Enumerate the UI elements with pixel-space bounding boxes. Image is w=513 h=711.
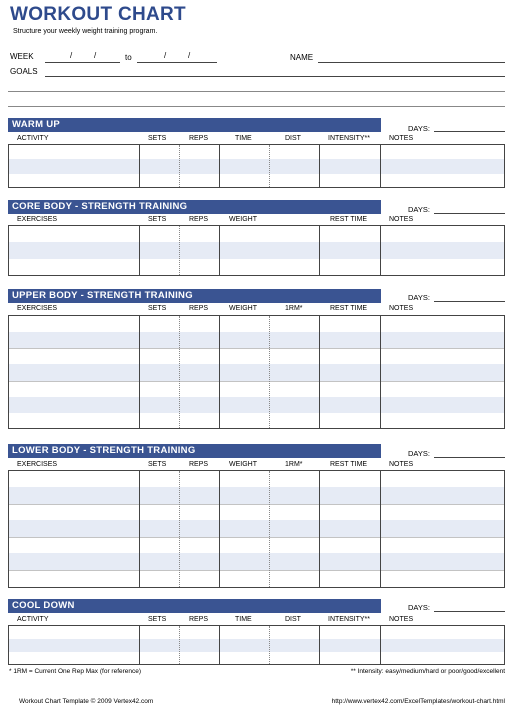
- table-row[interactable]: [9, 174, 504, 188]
- col-divider: [179, 316, 180, 428]
- col-divider: [179, 226, 180, 275]
- col-header: ACTIVITY: [17, 616, 49, 623]
- col-header: EXERCISES: [17, 216, 58, 223]
- table-row[interactable]: [9, 316, 504, 332]
- lower-days-label: DAYS:: [408, 449, 430, 458]
- col-divider: [319, 226, 320, 275]
- date-sep-3: /: [164, 51, 167, 60]
- upper-section-title: UPPER BODY - STRENGTH TRAINING: [8, 289, 381, 303]
- table-row[interactable]: [9, 553, 504, 570]
- col-header: SETS: [148, 616, 167, 623]
- cooldown-table: [8, 625, 505, 665]
- footnote-intensity: ** Intensity: easy/medium/hard or poor/good/excellent: [350, 668, 505, 675]
- col-divider: [319, 471, 320, 587]
- page-title: WORKOUT CHART: [10, 4, 186, 25]
- core-table: [8, 225, 505, 276]
- goals-field-line-1[interactable]: [45, 76, 505, 77]
- upper-table: [8, 315, 505, 429]
- week-label: WEEK: [10, 52, 34, 61]
- footnote-1rm: * 1RM = Current One Rep Max (for reference): [9, 668, 142, 675]
- cooldown-days-label: DAYS:: [408, 603, 430, 612]
- col-divider: [380, 626, 381, 664]
- col-header: SETS: [148, 135, 167, 142]
- col-divider: [319, 316, 320, 428]
- lower-header-row: [8, 460, 505, 470]
- warmup-days-field[interactable]: [434, 131, 505, 132]
- col-header: WEIGHT: [229, 461, 257, 468]
- col-header: REPS: [189, 305, 209, 312]
- table-row[interactable]: [9, 397, 504, 413]
- col-header: REPS: [189, 461, 209, 468]
- col-header: NOTES: [389, 461, 414, 468]
- col-header: DIST: [285, 616, 301, 623]
- col-divider: [139, 226, 140, 275]
- core-header-row: [8, 215, 505, 225]
- col-divider: [179, 145, 180, 187]
- goals-label: GOALS: [10, 67, 38, 76]
- col-divider: [219, 145, 220, 187]
- footer-url[interactable]: http://www.vertex42.com/ExcelTemplates/workout-chart.html: [331, 698, 505, 705]
- col-header: SETS: [148, 305, 167, 312]
- col-divider: [380, 316, 381, 428]
- name-label: NAME: [290, 53, 314, 62]
- upper-days-label: DAYS:: [408, 293, 430, 302]
- table-row[interactable]: [9, 487, 504, 504]
- col-divider: [219, 626, 220, 664]
- table-row[interactable]: [9, 364, 504, 381]
- table-row[interactable]: [9, 159, 504, 174]
- col-divider: [380, 471, 381, 587]
- table-row[interactable]: [9, 381, 504, 398]
- footer-copyright: Workout Chart Template © 2009 Vertex42.com: [19, 698, 154, 705]
- table-row[interactable]: [9, 639, 504, 652]
- table-row[interactable]: [9, 259, 504, 276]
- col-header: REPS: [189, 135, 209, 142]
- warmup-section-title: WARM UP: [8, 118, 381, 132]
- date-sep-4: /: [188, 51, 191, 60]
- col-divider: [179, 471, 180, 587]
- col-header: TIME: [235, 616, 252, 623]
- col-header: NOTES: [389, 216, 414, 223]
- table-row[interactable]: [9, 226, 504, 242]
- warmup-table: [8, 144, 505, 188]
- col-header: TIME: [235, 135, 252, 142]
- cooldown-section-title: COOL DOWN: [8, 599, 381, 613]
- to-label: to: [125, 53, 132, 62]
- col-divider: [179, 626, 180, 664]
- date-sep-2: /: [94, 51, 97, 60]
- col-divider: [269, 471, 270, 587]
- upper-header-row: [8, 304, 505, 314]
- col-header: NOTES: [389, 305, 414, 312]
- col-divider: [139, 471, 140, 587]
- name-field[interactable]: [318, 62, 505, 63]
- col-divider: [269, 316, 270, 428]
- table-row[interactable]: [9, 332, 504, 348]
- col-divider: [380, 226, 381, 275]
- col-header: ACTIVITY: [17, 135, 49, 142]
- col-divider: [139, 626, 140, 664]
- col-divider: [319, 145, 320, 187]
- col-header: WEIGHT: [229, 216, 257, 223]
- week-start-field[interactable]: [45, 62, 120, 63]
- table-row[interactable]: [9, 520, 504, 537]
- table-row[interactable]: [9, 504, 504, 521]
- table-row[interactable]: [9, 471, 504, 487]
- table-row[interactable]: [9, 570, 504, 588]
- page-subtitle: Structure your weekly weight training program.: [13, 28, 158, 35]
- core-days-label: DAYS:: [408, 205, 430, 214]
- col-header: SETS: [148, 461, 167, 468]
- col-header: 1RM*: [285, 461, 303, 468]
- lower-days-field[interactable]: [434, 457, 505, 458]
- col-header: REPS: [189, 616, 209, 623]
- col-divider: [219, 316, 220, 428]
- goals-field-line-2[interactable]: [8, 91, 505, 92]
- col-header: WEIGHT: [229, 305, 257, 312]
- cooldown-days-field[interactable]: [434, 611, 505, 612]
- table-row[interactable]: [9, 348, 504, 365]
- col-header: REST TIME: [330, 216, 368, 223]
- week-end-field[interactable]: [137, 62, 217, 63]
- date-sep-1: /: [70, 51, 73, 60]
- col-header: EXERCISES: [17, 461, 58, 468]
- col-header: EXERCISES: [17, 305, 58, 312]
- col-divider: [219, 226, 220, 275]
- goals-field-line-3[interactable]: [8, 106, 505, 107]
- col-divider: [269, 626, 270, 664]
- table-row[interactable]: [9, 626, 504, 639]
- col-divider: [380, 145, 381, 187]
- core-section-title: CORE BODY - STRENGTH TRAINING: [8, 200, 381, 214]
- col-header: SETS: [148, 216, 167, 223]
- table-row[interactable]: [9, 537, 504, 554]
- col-header: INTENSITY**: [328, 135, 371, 142]
- col-header: REST TIME: [330, 305, 368, 312]
- upper-days-field[interactable]: [434, 301, 505, 302]
- col-header: REST TIME: [330, 461, 368, 468]
- col-header: DIST: [285, 135, 301, 142]
- col-header: REPS: [189, 216, 209, 223]
- warmup-header-row: [8, 134, 505, 144]
- cooldown-header-row: [8, 615, 505, 625]
- col-header: INTENSITY**: [328, 616, 371, 623]
- warmup-days-label: DAYS:: [408, 124, 430, 133]
- col-header: NOTES: [389, 135, 414, 142]
- core-days-field[interactable]: [434, 213, 505, 214]
- col-divider: [319, 626, 320, 664]
- table-row[interactable]: [9, 652, 504, 665]
- lower-section-title: LOWER BODY - STRENGTH TRAINING: [8, 444, 381, 458]
- col-divider: [139, 316, 140, 428]
- col-header: NOTES: [389, 616, 414, 623]
- lower-table: [8, 470, 505, 588]
- col-divider: [139, 145, 140, 187]
- col-divider: [219, 471, 220, 587]
- col-divider: [269, 145, 270, 187]
- table-row[interactable]: [9, 242, 504, 259]
- col-header: 1RM*: [285, 305, 303, 312]
